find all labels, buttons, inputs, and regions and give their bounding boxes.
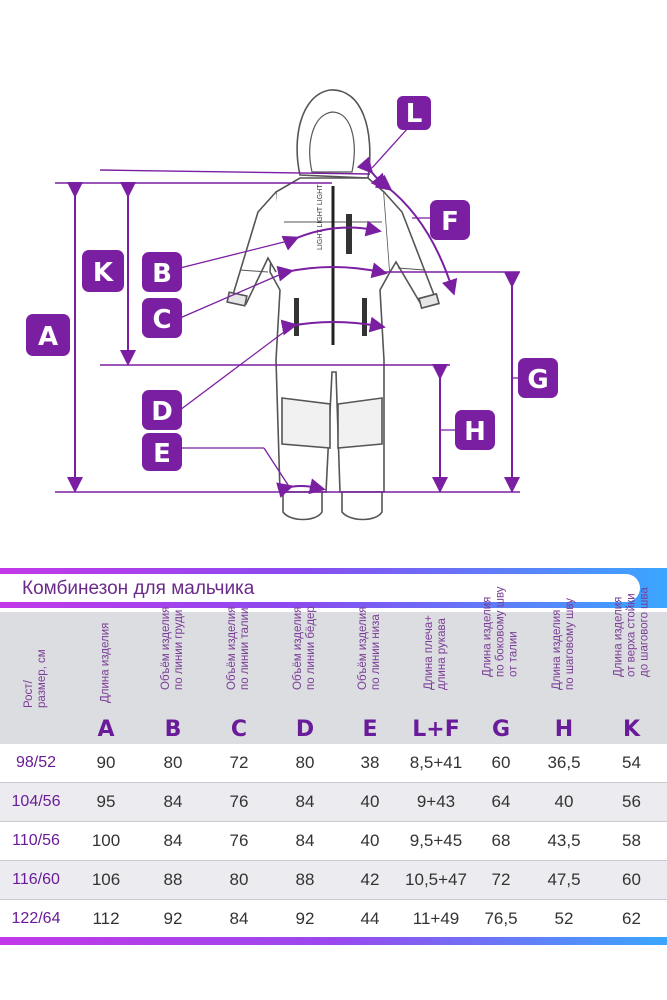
table-row: [0, 822, 667, 861]
table-cell: 76: [229, 792, 249, 811]
column-header: [596, 587, 667, 744]
table-cell: 84: [163, 831, 183, 850]
right-pocket-zip: [362, 298, 367, 336]
table-cell: 60: [491, 753, 511, 772]
svg-text:C: C: [152, 305, 172, 335]
table-cell: 72: [491, 870, 511, 889]
table-cell: 47,5: [547, 870, 581, 889]
table-cell: 11+49: [412, 909, 460, 928]
column-letter: K: [622, 717, 641, 742]
table-cell: 88: [295, 870, 315, 889]
badge-g: [518, 358, 558, 398]
column-letter: C: [230, 717, 248, 742]
table-cell: 88: [163, 870, 183, 889]
badge-c: [142, 298, 182, 338]
column-header: [338, 606, 402, 744]
column-header: [470, 586, 532, 744]
table-cell: 10,5+47: [405, 870, 467, 889]
column-header-line: Объём изделия: [357, 606, 369, 690]
column-header-line: по линии талии: [239, 607, 251, 690]
column-letter: D: [295, 717, 315, 742]
badge-d: [142, 390, 182, 430]
column-header-line: по боковому шву: [494, 586, 507, 677]
left-pocket-zip: [294, 298, 299, 336]
svg-text:D: D: [151, 397, 173, 427]
table-cell: 90: [96, 753, 116, 772]
table-cell: 64: [491, 792, 511, 811]
size-cell: 104/56: [11, 793, 61, 810]
svg-text:E: E: [153, 439, 171, 469]
column-header-line: размер, см: [36, 649, 48, 708]
column-header: [0, 612, 72, 744]
table-cell: 36,5: [547, 753, 581, 772]
column-header-line: от талии: [507, 631, 520, 677]
column-header: [206, 606, 272, 744]
column-header-line: длина рукава: [436, 618, 448, 690]
table-cell: 40: [554, 792, 574, 811]
column-header-line: Рост/: [23, 680, 35, 708]
column-header-label: [23, 649, 49, 708]
table-row: [0, 861, 667, 900]
size-cell: 110/56: [12, 832, 60, 849]
size-cell: 98/52: [15, 754, 57, 771]
table-row: [0, 783, 667, 822]
column-header-line: по линии груди: [173, 609, 185, 690]
column-header: [532, 598, 596, 744]
table-cell: 43,5: [547, 831, 581, 850]
column-header-label: [551, 598, 577, 690]
table-cell: 76: [229, 831, 249, 850]
column-header-line: Объём изделия: [160, 606, 172, 690]
badge-h: [455, 410, 495, 450]
size-cell: 122/64: [11, 910, 61, 927]
table-cell: 38: [360, 753, 380, 772]
column-header-line: Объём изделия: [292, 606, 304, 690]
table-cell: 54: [622, 753, 641, 772]
column-header-line: по шаговому шву: [564, 598, 576, 690]
column-header-label: [226, 607, 252, 690]
badge-a: [26, 314, 70, 356]
table-cell: 40: [360, 831, 380, 850]
svg-text:A: A: [37, 322, 59, 352]
table-cell: 56: [622, 792, 641, 811]
column-header-line: Длина плеча+: [423, 615, 435, 690]
table-row: [0, 744, 667, 783]
column-header-label: [357, 607, 383, 690]
table-cell: 62: [622, 909, 641, 928]
column-header-label: [612, 587, 651, 677]
column-header: [72, 612, 140, 744]
svg-text:F: F: [441, 207, 459, 237]
column-header-line: Объём изделия: [226, 606, 238, 690]
column-header-line: по линии бёдер: [305, 606, 317, 690]
column-letter: H: [554, 717, 574, 742]
garment-print-text: LIGHT LIGHT LIGHT: [317, 184, 324, 250]
column-header-label: [482, 586, 521, 677]
column-letter: E: [362, 717, 378, 742]
column-letter: G: [491, 717, 511, 742]
column-header-line: до шагового шва: [638, 587, 650, 677]
title-inner: [0, 574, 640, 602]
table-cell: 40: [360, 792, 380, 811]
column-letter: L+F: [412, 717, 460, 742]
table-cell: 84: [295, 831, 315, 850]
column-header: [402, 612, 470, 744]
table-cell: 112: [92, 909, 120, 928]
column-header-label: [160, 607, 186, 690]
svg-text:H: H: [464, 417, 486, 447]
table-cell: 9+43: [416, 792, 456, 811]
svg-text:G: G: [527, 365, 549, 395]
badge-k: [82, 250, 124, 292]
table-cell: 80: [229, 870, 249, 889]
table-cell: 100: [91, 831, 121, 850]
svg-text:L: L: [405, 99, 423, 129]
column-header-label: [100, 623, 113, 703]
table-cell: 72: [229, 753, 249, 772]
column-letter: B: [164, 717, 182, 742]
table-cell: 80: [295, 753, 315, 772]
column-header-line: Длина изделия: [551, 609, 563, 690]
table-cell: 95: [96, 792, 116, 811]
table-row: [0, 900, 667, 939]
column-header-label: [423, 615, 449, 690]
table-cell: 9,5+45: [409, 831, 463, 850]
column-header: [140, 606, 206, 744]
table-cell: 80: [163, 753, 183, 772]
column-header-line: Длина изделия: [481, 596, 494, 677]
chest-pocket-zip: [346, 214, 352, 254]
size-cell: 116/60: [12, 871, 60, 888]
badge-e: [142, 433, 182, 471]
table-cell: 84: [163, 792, 183, 811]
column-header-line: по линии низа: [370, 614, 382, 690]
column-header-line: Длина изделия: [612, 596, 624, 677]
table-cell: 52: [554, 909, 574, 928]
table-cell: 84: [229, 909, 249, 928]
column-header-line: Длина изделия: [99, 622, 112, 703]
page-title: Комбинезон для мальчика: [22, 578, 255, 599]
column-header-label: [292, 606, 318, 690]
table-cell: 76,5: [484, 909, 518, 928]
table-cell: 92: [295, 909, 315, 928]
table-cell: 44: [360, 909, 380, 928]
column-header: [272, 606, 338, 744]
svg-text:K: K: [92, 258, 114, 288]
badge-l: [397, 96, 431, 130]
bottom-bar: [0, 937, 667, 945]
table-cell: 8,5+41: [409, 753, 463, 772]
table-cell: 68: [491, 831, 511, 850]
svg-text:B: B: [152, 259, 172, 289]
table-cell: 92: [163, 909, 183, 928]
column-letter: A: [97, 717, 115, 742]
table-cell: 42: [360, 870, 380, 889]
table-cell: 84: [295, 792, 315, 811]
badge-b: [142, 252, 182, 292]
table-cell: 58: [622, 831, 641, 850]
table-cell: 106: [91, 870, 121, 889]
column-header-line: от верха стойки: [625, 593, 637, 677]
table-body: [0, 744, 667, 939]
badge-f: [430, 200, 470, 240]
table-cell: 60: [622, 870, 641, 889]
